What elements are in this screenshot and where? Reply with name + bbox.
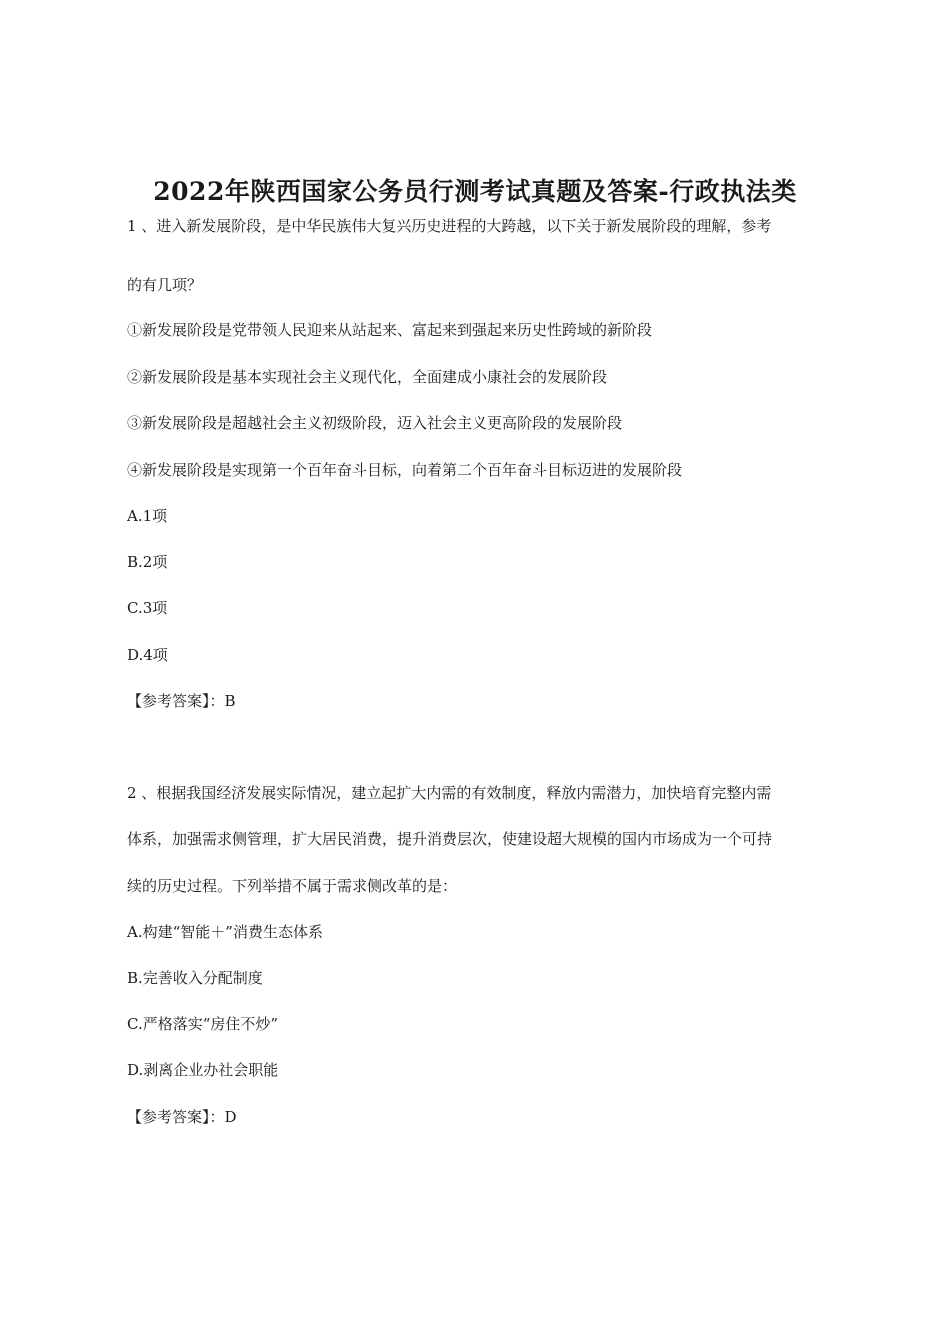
question-1-stem-line-2: 的有几项？ (127, 276, 203, 294)
question-2-stem-line-2: 体系，加强需求侧管理，扩大居民消费，提升消费层次，使建设超大规模的国内市场成为一个可持 (127, 830, 773, 848)
question-1-statement-3: ③新发展阶段是超越社会主义初级阶段，迈入社会主义更高阶段的发展阶段 (127, 414, 623, 432)
question-1-option-c: C.3项 (127, 599, 168, 617)
question-2-stem-line-3: 续的历史过程。下列举措不属于需求侧改革的是： (127, 877, 458, 895)
question-1-option-d: D.4项 (127, 646, 168, 664)
question-2-option-c: C.严格落实“房住不炒” (127, 1015, 279, 1033)
question-1-statement-1: ①新发展阶段是党带领人民迎来从站起来、富起来到强起来历史性跨域的新阶段 (127, 321, 653, 339)
question-2-option-a: A.构建“智能＋”消费生态体系 (127, 923, 323, 941)
page-title: 2022年陕西国家公务员行测考试真题及答案-行政执法类 (153, 177, 797, 206)
question-2-option-b: B.完善收入分配制度 (127, 969, 263, 987)
question-1-statement-2: ②新发展阶段是基本实现社会主义现代化，全面建成小康社会的发展阶段 (127, 368, 608, 386)
question-1-option-b: B.2项 (127, 553, 168, 571)
question-2-answer: 【参考答案】：D (127, 1108, 237, 1126)
question-1-answer: 【参考答案】：B (127, 692, 236, 710)
question-2-stem-line-1: 2 、根据我国经济发展实际情况，建立起扩大内需的有效制度，释放内需潜力，加快培育完整内需 (127, 784, 772, 802)
question-1-stem-line-1: 1 、进入新发展阶段，是中华民族伟大复兴历史进程的大跨越，以下关于新发展阶段的理解，参考 (127, 217, 772, 235)
question-1-option-a: A.1项 (127, 507, 168, 525)
question-2-option-d: D.剥离企业办社会职能 (127, 1061, 279, 1079)
question-1-statement-4: ④新发展阶段是实现第一个百年奋斗目标，向着第二个百年奋斗目标迈进的发展阶段 (127, 461, 683, 479)
